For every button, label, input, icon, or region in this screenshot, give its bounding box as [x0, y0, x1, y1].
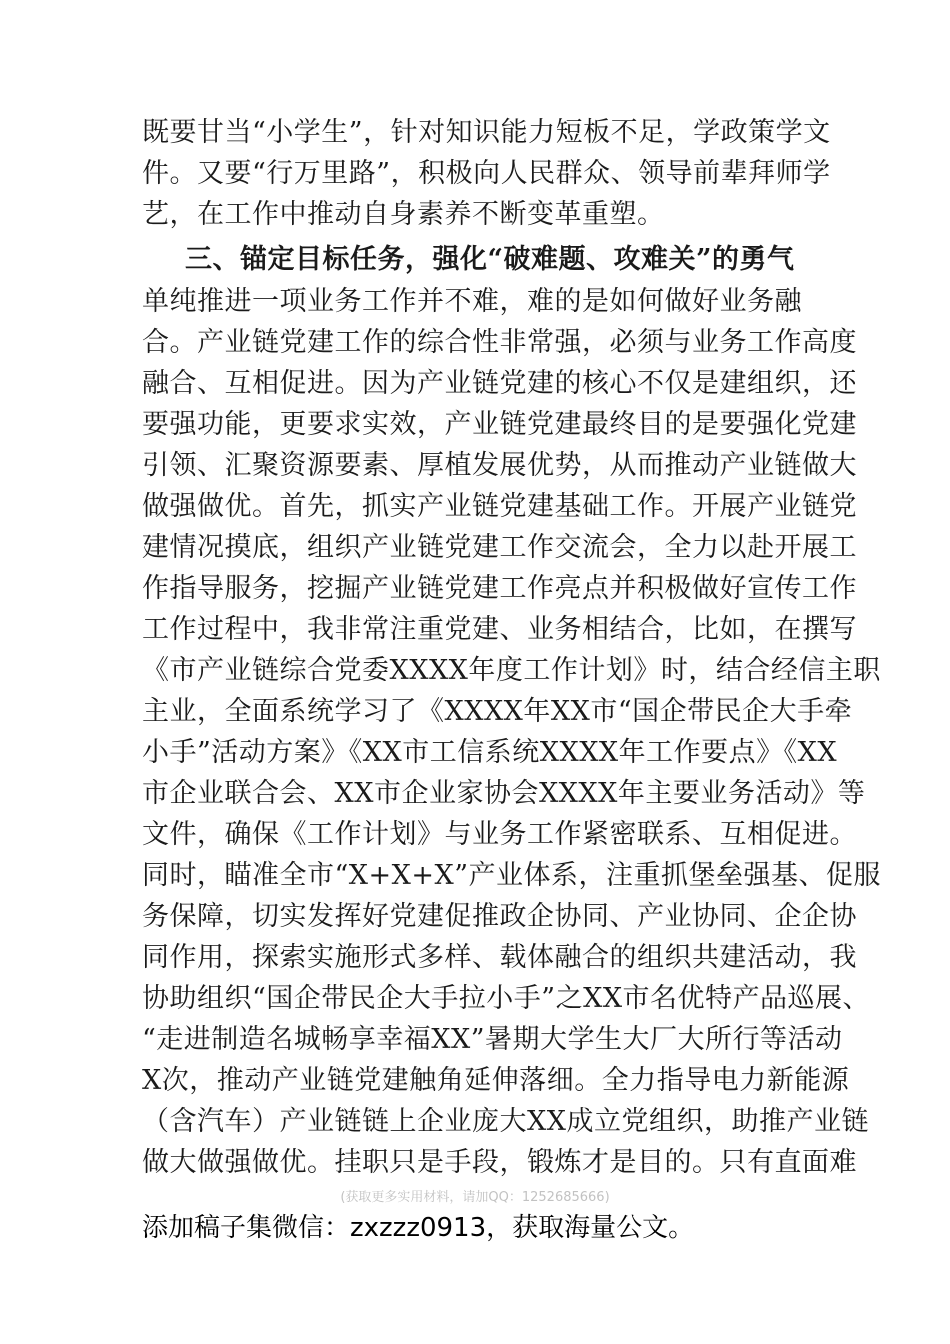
- text-line: 作指导服务，挖掘产业链党建工作亮点并积极做好宣传工作: [142, 573, 857, 604]
- text-line: 文件，确保《工作计划》与业务工作紧密联系、互相促进。: [142, 819, 857, 850]
- text-line: 主业，全面系统学习了《XXXX年XX市“国企带民企大手牵: [142, 696, 853, 727]
- text-line: 小手”活动方案》《XX市工信系统XXXX年工作要点》《XX: [142, 737, 838, 768]
- text-line: 协助组织“国企带民企大手拉小手”之XX市名优特产品巡展、: [142, 983, 871, 1014]
- footer-note: (获取更多实用材料，请加QQ：1252685666): [340, 1190, 610, 1205]
- text-line: 件。又要“行万里路”，积极向人民群众、领导前辈拜师学: [142, 158, 831, 189]
- text-line: “走进制造名城畅享幸福XX”暑期大学生大厂大所行等活动: [142, 1024, 843, 1055]
- text-line: 务保障，切实发挥好党建促推政企协同、产业协同、企企协: [142, 901, 857, 932]
- text-line: 既要甘当“小学生”，针对知识能力短板不足，学政策学文: [142, 117, 831, 148]
- wechat-promo-line: 添加稿子集微信：zxzzz0913，获取海量公文。: [142, 1213, 695, 1243]
- text-line: 《市产业链综合党委XXXX年度工作计划》时，结合经信主职: [142, 655, 881, 686]
- text-line: 建情况摸底，组织产业链党建工作交流会，全力以赴开展工: [142, 532, 857, 563]
- text-line: 引领、汇聚资源要素、厚植发展优势，从而推动产业链做大: [142, 450, 857, 481]
- text-line: 同作用，探索实施形式多样、载体融合的组织共建活动，我: [142, 942, 857, 973]
- text-line: 工作过程中，我非常注重党建、业务相结合，比如，在撰写: [142, 614, 857, 645]
- text-line: 合。产业链党建工作的综合性非常强，必须与业务工作高度: [142, 327, 857, 358]
- text-line: 做强做优。首先，抓实产业链党建基础工作。开展产业链党: [142, 491, 857, 522]
- text-line: 市企业联合会、XX市企业家协会XXXX年主要业务活动》等: [142, 778, 866, 809]
- text-line: 做大做强做优。挂职只是手段，锻炼才是目的。只有直面难: [142, 1147, 857, 1178]
- text-line: （含汽车）产业链链上企业庞大XX成立党组织，助推产业链: [142, 1106, 869, 1137]
- text-line: 同时，瞄准全市“X+X+X”产业体系，注重抓堡垒强基、促服: [142, 860, 882, 891]
- text-line: 融合、互相促进。因为产业链党建的核心不仅是建组织，还: [142, 368, 857, 399]
- text-line: X次，推动产业链党建触角延伸落细。全力指导电力新能源: [142, 1065, 850, 1096]
- text-line: 要强功能，更要求实效，产业链党建最终目的是要强化党建: [142, 409, 857, 440]
- text-line: 单纯推进一项业务工作并不难，难的是如何做好业务融: [142, 286, 802, 317]
- section-heading: 三、锚定目标任务，强化“破难题、攻难关”的勇气: [185, 244, 795, 275]
- text-line: 艺，在工作中推动自身素养不断变革重塑。: [142, 199, 665, 230]
